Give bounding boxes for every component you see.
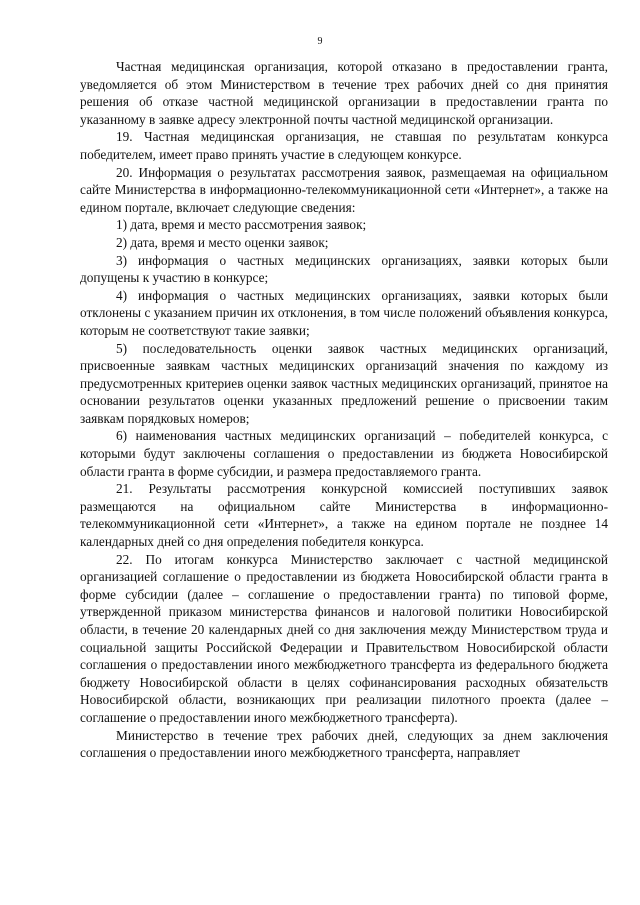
- page-number: 9: [317, 36, 323, 47]
- list-item-5: 5) последовательность оценки заявок частных медицинских организаций, присвоенные заявкам частных медицинских организаций значения по каждому из предусмотренных критериев оценки заявок частных медицинских организаций, принятое на основании результатов оценки указанных предложений решение о присвоении таким заявкам порядковых номеров;: [80, 340, 608, 426]
- paragraph-21: 21. Результаты рассмотрения конкурсной комиссией поступивших заявок размещаются на официальном сайте Министерства в информационно-телекоммуникационной сети «Интернет», а также на едином портале не позднее 14 календарных дней со дня определения победителя конкурса.: [80, 481, 608, 550]
- document-body: [80, 58, 608, 762]
- paragraph-20: 20. Информация о результатах рассмотрения заявок, размещаемая на официальном сайте Министерства в информационно-телекоммуникационной сети «Интернет», а также на едином портале, включает следующие сведения:: [80, 164, 608, 215]
- list-item-6: 6) наименования частных медицинских организаций – победителей конкурса, с которыми будут заключены соглашения о предоставлении из бюджета Новосибирской области гранта в форме субсидии, и размера предоставляемого гранта.: [80, 428, 608, 479]
- list-item-3: 3) информация о частных медицинских организациях, заявки которых были допущены к участию в конкурсе;: [80, 252, 608, 286]
- paragraph-19: 19. Частная медицинская организация, не ставшая по результатам конкурса победителем, имеет право принять участие в следующем конкурсе.: [80, 129, 608, 162]
- paragraph-ministry-continuation: Министерство в течение трех рабочих дней, следующих за днем заключения соглашения о предоставлении иного межбюджетного трансферта, направляет: [80, 727, 608, 761]
- list-item-2: 2) дата, время и место оценки заявок;: [116, 234, 329, 250]
- list-item-4: 4) информация о частных медицинских организациях, заявки которых были отклонены с указанием причин их отклонения, в том числе положений объявления конкурса, которым не соответствуют такие заявки;: [80, 287, 608, 338]
- list-item-1: 1) дата, время и место рассмотрения заявок;: [116, 217, 367, 233]
- paragraph-22: 22. По итогам конкурса Министерство заключает с частной медицинской организацией соглашение о предоставлении из бюджета Новосибирской области гранта в форме субсидии (далее – соглашение о предоставлении гранта) по типовой форме, утвержденной приказом министерства финансов и налоговой политики Новосибирской области, в течение 20 календарных дней со дня заключения между Министерством труда и социальной защиты Российской Федерации и Правительством Новосибирской области соглашения о предоставлении иного межбюджетного трансферта из федерального бюджета бюджету Новосибирской области в целях софинансирования расходных обязательств Новосибирской области, возникающих при реализации пилотного проекта (далее – соглашение о предоставлении иного межбюджетного трансферта).: [80, 551, 608, 725]
- paragraph-grant-refusal-notice: Частная медицинская организация, которой отказано в предоставлении гранта, уведомляется об этом Министерством в течение трех рабочих дней со дня принятия решения об отказе частной медицинской организации в предоставлении гранта по указанному в заявке адресу электронной почты частной медицинской организации.: [80, 59, 608, 127]
